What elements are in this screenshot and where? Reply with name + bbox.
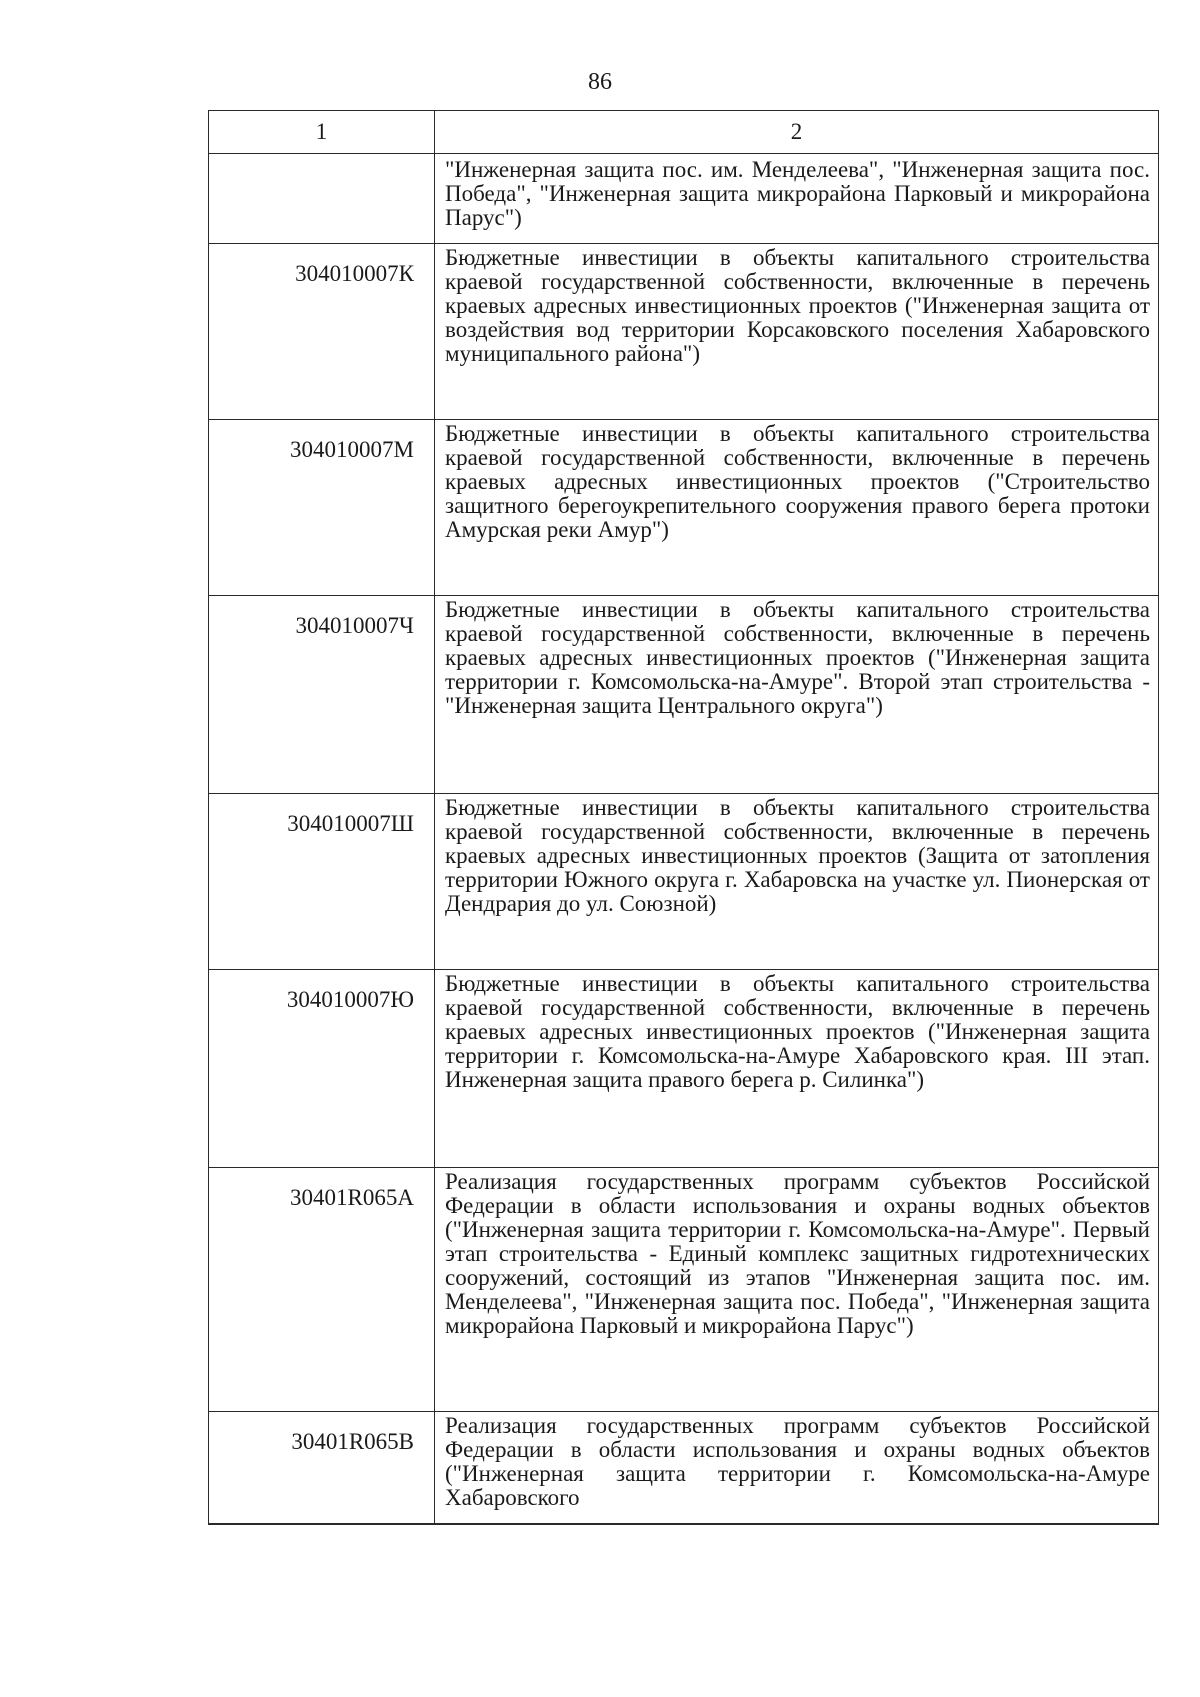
page-number: 86 bbox=[588, 69, 612, 95]
table-cell-code: 304010007Ю bbox=[209, 970, 435, 1168]
table-cell-code: 304010007Ш bbox=[209, 794, 435, 970]
table-cell-code: 30401R065A bbox=[209, 1168, 435, 1412]
table-cell-description: Бюджетные инвестиции в объекты капитального строительства краевой государственной собственности, включенные в перечень краевых адресных инвестиционных проектов ("Инженерная защита от воздействия вод территории Корсаковского поселения Хабаровского муниципального района") bbox=[435, 244, 1159, 420]
budget-classification-table bbox=[208, 110, 1159, 1525]
table-cell-code: 304010007М bbox=[209, 420, 435, 596]
table-row bbox=[209, 596, 1159, 794]
table-cell-description: Бюджетные инвестиции в объекты капитального строительства краевой государственной собственности, включенные в перечень краевых адресных инвестиционных проектов (Защита от затопления территории Южного округа г. Хабаровска на участке ул. Пионерская от Дендрария до ул. Союзной) bbox=[435, 794, 1159, 970]
table-cell-code-empty bbox=[209, 154, 435, 244]
table-row bbox=[209, 420, 1159, 596]
table-cell-code: 30401R065B bbox=[209, 1412, 435, 1524]
table-cell-code: 304010007К bbox=[209, 244, 435, 420]
table-cell-description: Реализация государственных программ субъектов Российской Федерации в области использования и охраны водных объектов ("Инженерная защита территории г. Комсомольска-на-Амуре Хабаровского bbox=[435, 1412, 1159, 1524]
table-cell-description: Бюджетные инвестиции в объекты капитального строительства краевой государственной собственности, включенные в перечень краевых адресных инвестиционных проектов ("Инженерная защита территории г. Комсомольска-на-Амуре Хабаровского края. III этап. Инженерная защита правого берега р. Силинка") bbox=[435, 970, 1159, 1168]
table-row-continuation bbox=[209, 154, 1159, 244]
table-row bbox=[209, 244, 1159, 420]
table-cell-description: Бюджетные инвестиции в объекты капитального строительства краевой государственной собственности, включенные в перечень краевых адресных инвестиционных проектов ("Инженерная защита территории г. Комсомольска-на-Амуре". Второй этап строительства - "Инженерная защита Центрального округа") bbox=[435, 596, 1159, 794]
table-cell-description: Бюджетные инвестиции в объекты капитального строительства краевой государственной собственности, включенные в перечень краевых адресных инвестиционных проектов ("Строительство защитного берегоукрепительного сооружения правого берега протоки Амурская реки Амур") bbox=[435, 420, 1159, 596]
table-row bbox=[209, 1412, 1159, 1524]
table-cell-code: 304010007Ч bbox=[209, 596, 435, 794]
table-row bbox=[209, 1168, 1159, 1412]
column-header-description: 2 bbox=[435, 111, 1159, 154]
table-cell-description: "Инженерная защита пос. им. Менделеева", "Инженерная защита пос. Победа", "Инженерная защита микрорайона Парковый и микрорайона Парус") bbox=[435, 154, 1159, 244]
column-header-code: 1 bbox=[209, 111, 435, 154]
table-header-row bbox=[209, 111, 1159, 154]
table-row bbox=[209, 970, 1159, 1168]
table-cell-description: Реализация государственных программ субъектов Российской Федерации в области использования и охраны водных объектов ("Инженерная защита территории г. Комсомольска-на-Амуре". Первый этап строительства - Единый комплекс защитных гидротехнических сооружений, состоящий из этапов "Инженерная защита пос. им. Менделеева", "Инженерная защита пос. Победа", "Инженерная защита микрорайона Парковый и микрорайона Парус") bbox=[435, 1168, 1159, 1412]
table-row bbox=[209, 794, 1159, 970]
